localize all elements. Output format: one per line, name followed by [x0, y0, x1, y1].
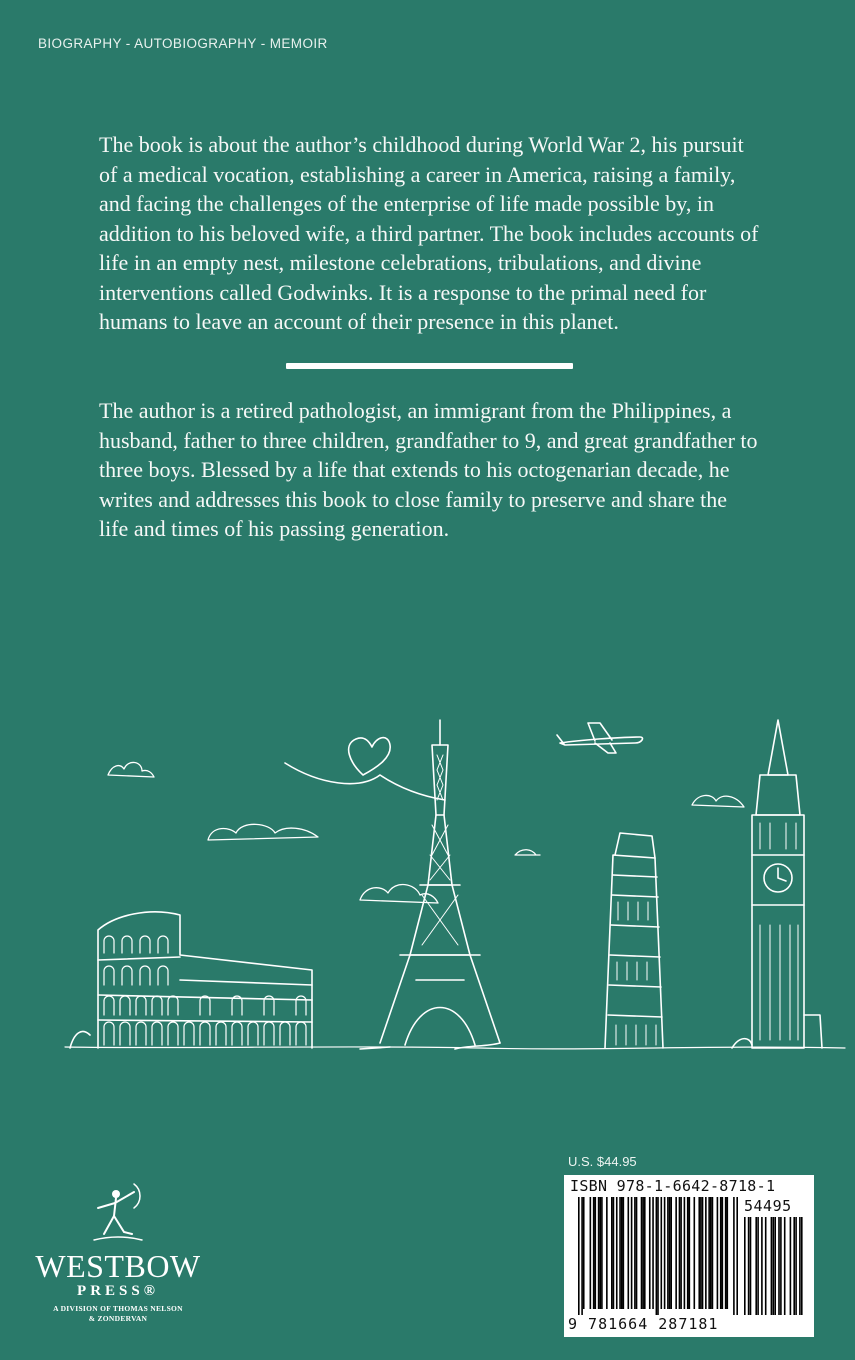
barcode-bar [689, 1197, 691, 1309]
publisher-division-2: & ZONDERVAN [88, 1314, 148, 1323]
barcode-bar [631, 1197, 633, 1309]
eiffel-tower-icon [380, 720, 500, 1045]
barcode-bar [616, 1197, 618, 1309]
barcode-bar [611, 1197, 613, 1309]
barcode-bar [636, 1197, 638, 1309]
barcode-bar [601, 1197, 603, 1309]
barcode-bar [606, 1197, 608, 1309]
barcode-bar [661, 1197, 663, 1309]
barcode-bar [649, 1197, 651, 1309]
barcode-bar [801, 1217, 803, 1315]
barcode-bar [599, 1197, 601, 1309]
publisher-name: WESTBOW [35, 1248, 201, 1284]
barcode-bar [750, 1217, 752, 1315]
barcode-bar [778, 1217, 780, 1315]
barcode-bar [708, 1197, 710, 1309]
barcode-bar [583, 1197, 585, 1309]
barcode-bar [717, 1197, 719, 1309]
barcode-bar [656, 1197, 658, 1315]
barcode-bar [623, 1197, 625, 1309]
barcode-bars [564, 1175, 814, 1337]
barcode-bar [725, 1197, 727, 1309]
airplane-icon [557, 723, 642, 753]
publisher-logo [28, 1180, 208, 1340]
barcode-bar [795, 1217, 797, 1315]
publisher-division: A DIVISION OF THOMAS NELSON [53, 1304, 183, 1313]
barcode-bar [773, 1217, 775, 1315]
barcode-bar [698, 1197, 700, 1309]
heart-icon [285, 738, 445, 800]
barcode-bar [595, 1197, 597, 1309]
big-ben-icon [732, 720, 822, 1048]
divider [286, 363, 573, 369]
barcode-bar [755, 1217, 757, 1315]
barcode-bar [628, 1197, 630, 1309]
barcode-bar [733, 1197, 735, 1315]
barcode-bar [613, 1197, 615, 1309]
barcode-bar [744, 1217, 746, 1315]
barcode-bar [652, 1197, 654, 1309]
barcode-bar [790, 1217, 792, 1315]
barcode-bar [694, 1197, 696, 1309]
ean-text: 9 781664 287181 [568, 1315, 719, 1333]
barcode-bar [644, 1197, 646, 1309]
barcode-bar [581, 1197, 583, 1315]
barcode-bar [687, 1197, 689, 1309]
barcode [564, 1175, 814, 1337]
isbn-text: ISBN 978-1-6642-8718-1 [570, 1177, 776, 1195]
barcode-bar [727, 1197, 729, 1309]
genre-label: BIOGRAPHY - AUTOBIOGRAPHY - MEMOIR [38, 36, 328, 51]
barcode-bar [684, 1197, 686, 1309]
leaning-tower-icon [605, 833, 663, 1048]
barcode-bar [720, 1197, 722, 1309]
barcode-bar [657, 1197, 659, 1315]
barcode-bar [634, 1197, 636, 1309]
colosseum-icon [70, 912, 312, 1048]
barcode-bar [593, 1197, 595, 1309]
barcode-bar [680, 1197, 682, 1309]
barcode-bar [621, 1197, 623, 1309]
barcode-bar [757, 1217, 759, 1315]
barcode-bar [771, 1217, 773, 1315]
barcode-bar [774, 1217, 776, 1315]
barcode-bar [667, 1197, 669, 1309]
cloud-icon [108, 762, 744, 903]
barcode-bar [702, 1197, 704, 1309]
barcode-bar [642, 1197, 644, 1309]
barcode-bar [736, 1197, 738, 1315]
barcode-bar [799, 1217, 801, 1315]
barcode-bar [641, 1197, 643, 1309]
barcode-bar [679, 1197, 681, 1309]
barcode-bar [722, 1197, 724, 1309]
barcode-bar [784, 1217, 786, 1315]
barcode-bar [710, 1197, 712, 1309]
barcode-bar [675, 1197, 677, 1309]
book-description: The book is about the author’s childhood during World War 2, his pursuit of a medical vocation, establishing a career in America, raising a family, and facing the challenges of the enterprise of life made possible by, in addition to his beloved wife, a third partner. The book includes accounts of life in an empty nest, milestone celebrations, tribulations, and divine interventions called Godwinks. It is a response to the primal need for humans to leave an account of their presence in this planet. [99, 132, 759, 334]
barcode-bar [748, 1217, 750, 1315]
barcode-bar [670, 1197, 672, 1309]
barcode-bar [700, 1197, 702, 1309]
barcode-bar [793, 1217, 795, 1315]
publisher-press: PRESS® [77, 1283, 159, 1299]
barcode-bar [765, 1217, 767, 1315]
barcode-bar [761, 1217, 763, 1315]
barcode-bar [712, 1197, 714, 1309]
archer-icon [90, 1180, 146, 1244]
barcode-bar [590, 1197, 592, 1309]
barcode-bar [669, 1197, 671, 1309]
barcode-bar [598, 1197, 600, 1309]
author-bio: The author is a retired pathologist, an immigrant from the Philippines, a husband, father to three children, grandfather to 9, and great grandfather to three boys. Blessed by a life that extends to his octogenarian decade, he writes and addresses this book to close family to preserve and share the life and times of his passing generation. [99, 398, 758, 541]
barcode-bar [619, 1197, 621, 1309]
price-code: 54495 [744, 1197, 792, 1215]
price-label: U.S. $44.95 [568, 1154, 637, 1169]
barcode-bar [705, 1197, 707, 1309]
barcode-bar [578, 1197, 580, 1315]
landmarks-illustration [60, 715, 850, 1060]
barcode-bar [780, 1217, 782, 1315]
barcode-bar [664, 1197, 666, 1309]
